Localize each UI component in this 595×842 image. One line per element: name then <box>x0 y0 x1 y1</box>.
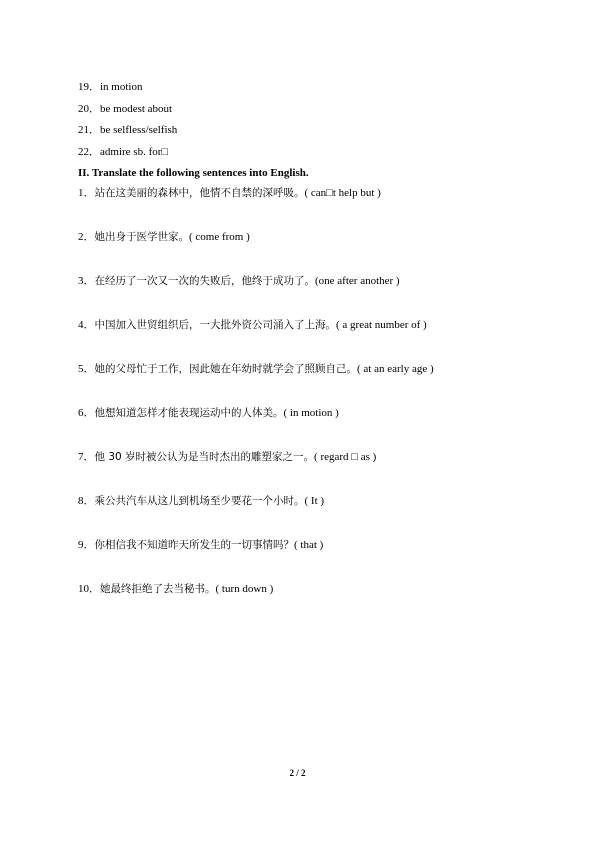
sentence-hint: ( It ) <box>304 495 325 507</box>
sentence-item-1 <box>78 186 528 230</box>
phrase-text: in motion <box>100 81 143 93</box>
sentence-item-5 <box>78 362 528 406</box>
sentence-number: 2． <box>78 231 95 243</box>
phrase-item-20 <box>78 102 528 124</box>
section-heading-translate: II. Translate the following sentences into English. <box>78 167 309 179</box>
sentence-hint: ( can□t help but ) <box>304 187 381 199</box>
sentence-number: 8． <box>78 495 95 507</box>
sentence-hint: ( at an early age ) <box>357 363 434 375</box>
sentence-hint: ( in motion ) <box>283 407 339 419</box>
sentence-chinese: 他 30 岁时被公认为是当时杰出的雕塑家之一。 <box>94 451 315 463</box>
sentence-item-6 <box>78 406 528 450</box>
sentence-number: 1． <box>78 187 95 199</box>
phrase-item-22 <box>78 145 528 167</box>
sentence-hint: ( a great number of ) <box>336 319 427 331</box>
sentence-chinese: 乘公共汽车从这儿到机场至少要花一个小时。 <box>94 495 305 507</box>
sentence-hint: ( turn down ) <box>215 583 274 595</box>
sentence-chinese: 站在这美丽的森林中，他情不自禁的深呼吸。 <box>94 187 305 199</box>
phrase-item-21 <box>78 123 528 145</box>
sentence-number: 6． <box>78 407 95 419</box>
sentence-hint: (one after another ) <box>315 275 400 287</box>
phrase-number: 22． <box>78 145 100 158</box>
sentence-hint: ( come from ) <box>189 231 250 243</box>
sentence-item-3 <box>78 274 528 318</box>
sentence-chinese: 她出身于医学世家。 <box>94 231 189 243</box>
sentence-chinese: 他想知道怎样才能表现运动中的人体美。 <box>94 407 284 419</box>
sentence-number: 9． <box>78 539 95 551</box>
phrase-item-19 <box>78 80 528 102</box>
sentence-chinese: 在经历了一次又一次的失败后，他终于成功了。 <box>94 275 315 287</box>
sentence-item-2 <box>78 230 528 274</box>
sentence-number: 3． <box>78 275 95 287</box>
sentence-hint: ( regard □ as ) <box>314 451 377 463</box>
sentence-item-4 <box>78 318 528 362</box>
phrase-number: 21． <box>78 124 100 136</box>
sentence-number: 4． <box>78 319 95 331</box>
phrase-text: be modest about <box>100 102 173 115</box>
phrase-text: admire sb. for□ <box>100 145 169 158</box>
sentence-number: 10． <box>78 583 100 595</box>
sentence-chinese: 中国加入世贸组织后，一大批外资公司涌入了上海。 <box>94 319 336 331</box>
sentence-hint: ( that ) <box>294 539 324 551</box>
worksheet-content <box>78 80 528 626</box>
sentence-number: 5． <box>78 363 95 375</box>
sentence-item-9 <box>78 538 528 582</box>
sentence-item-10 <box>78 582 528 626</box>
sentence-item-7 <box>78 450 528 494</box>
sentence-number: 7． <box>78 451 95 463</box>
phrase-text: be selfless/selfish <box>100 124 178 136</box>
sentence-item-8 <box>78 494 528 538</box>
sentence-chinese: 你相信我不知道昨天所发生的一切事情吗？ <box>94 539 294 551</box>
phrase-number: 19． <box>78 81 100 93</box>
sentence-chinese: 她最终拒绝了去当秘书。 <box>100 583 216 595</box>
page-number: 2 / 2 <box>289 768 306 778</box>
phrase-number: 20． <box>78 102 100 115</box>
sentence-chinese: 她的父母忙于工作，因此她在年幼时就学会了照顾自己。 <box>94 363 357 375</box>
